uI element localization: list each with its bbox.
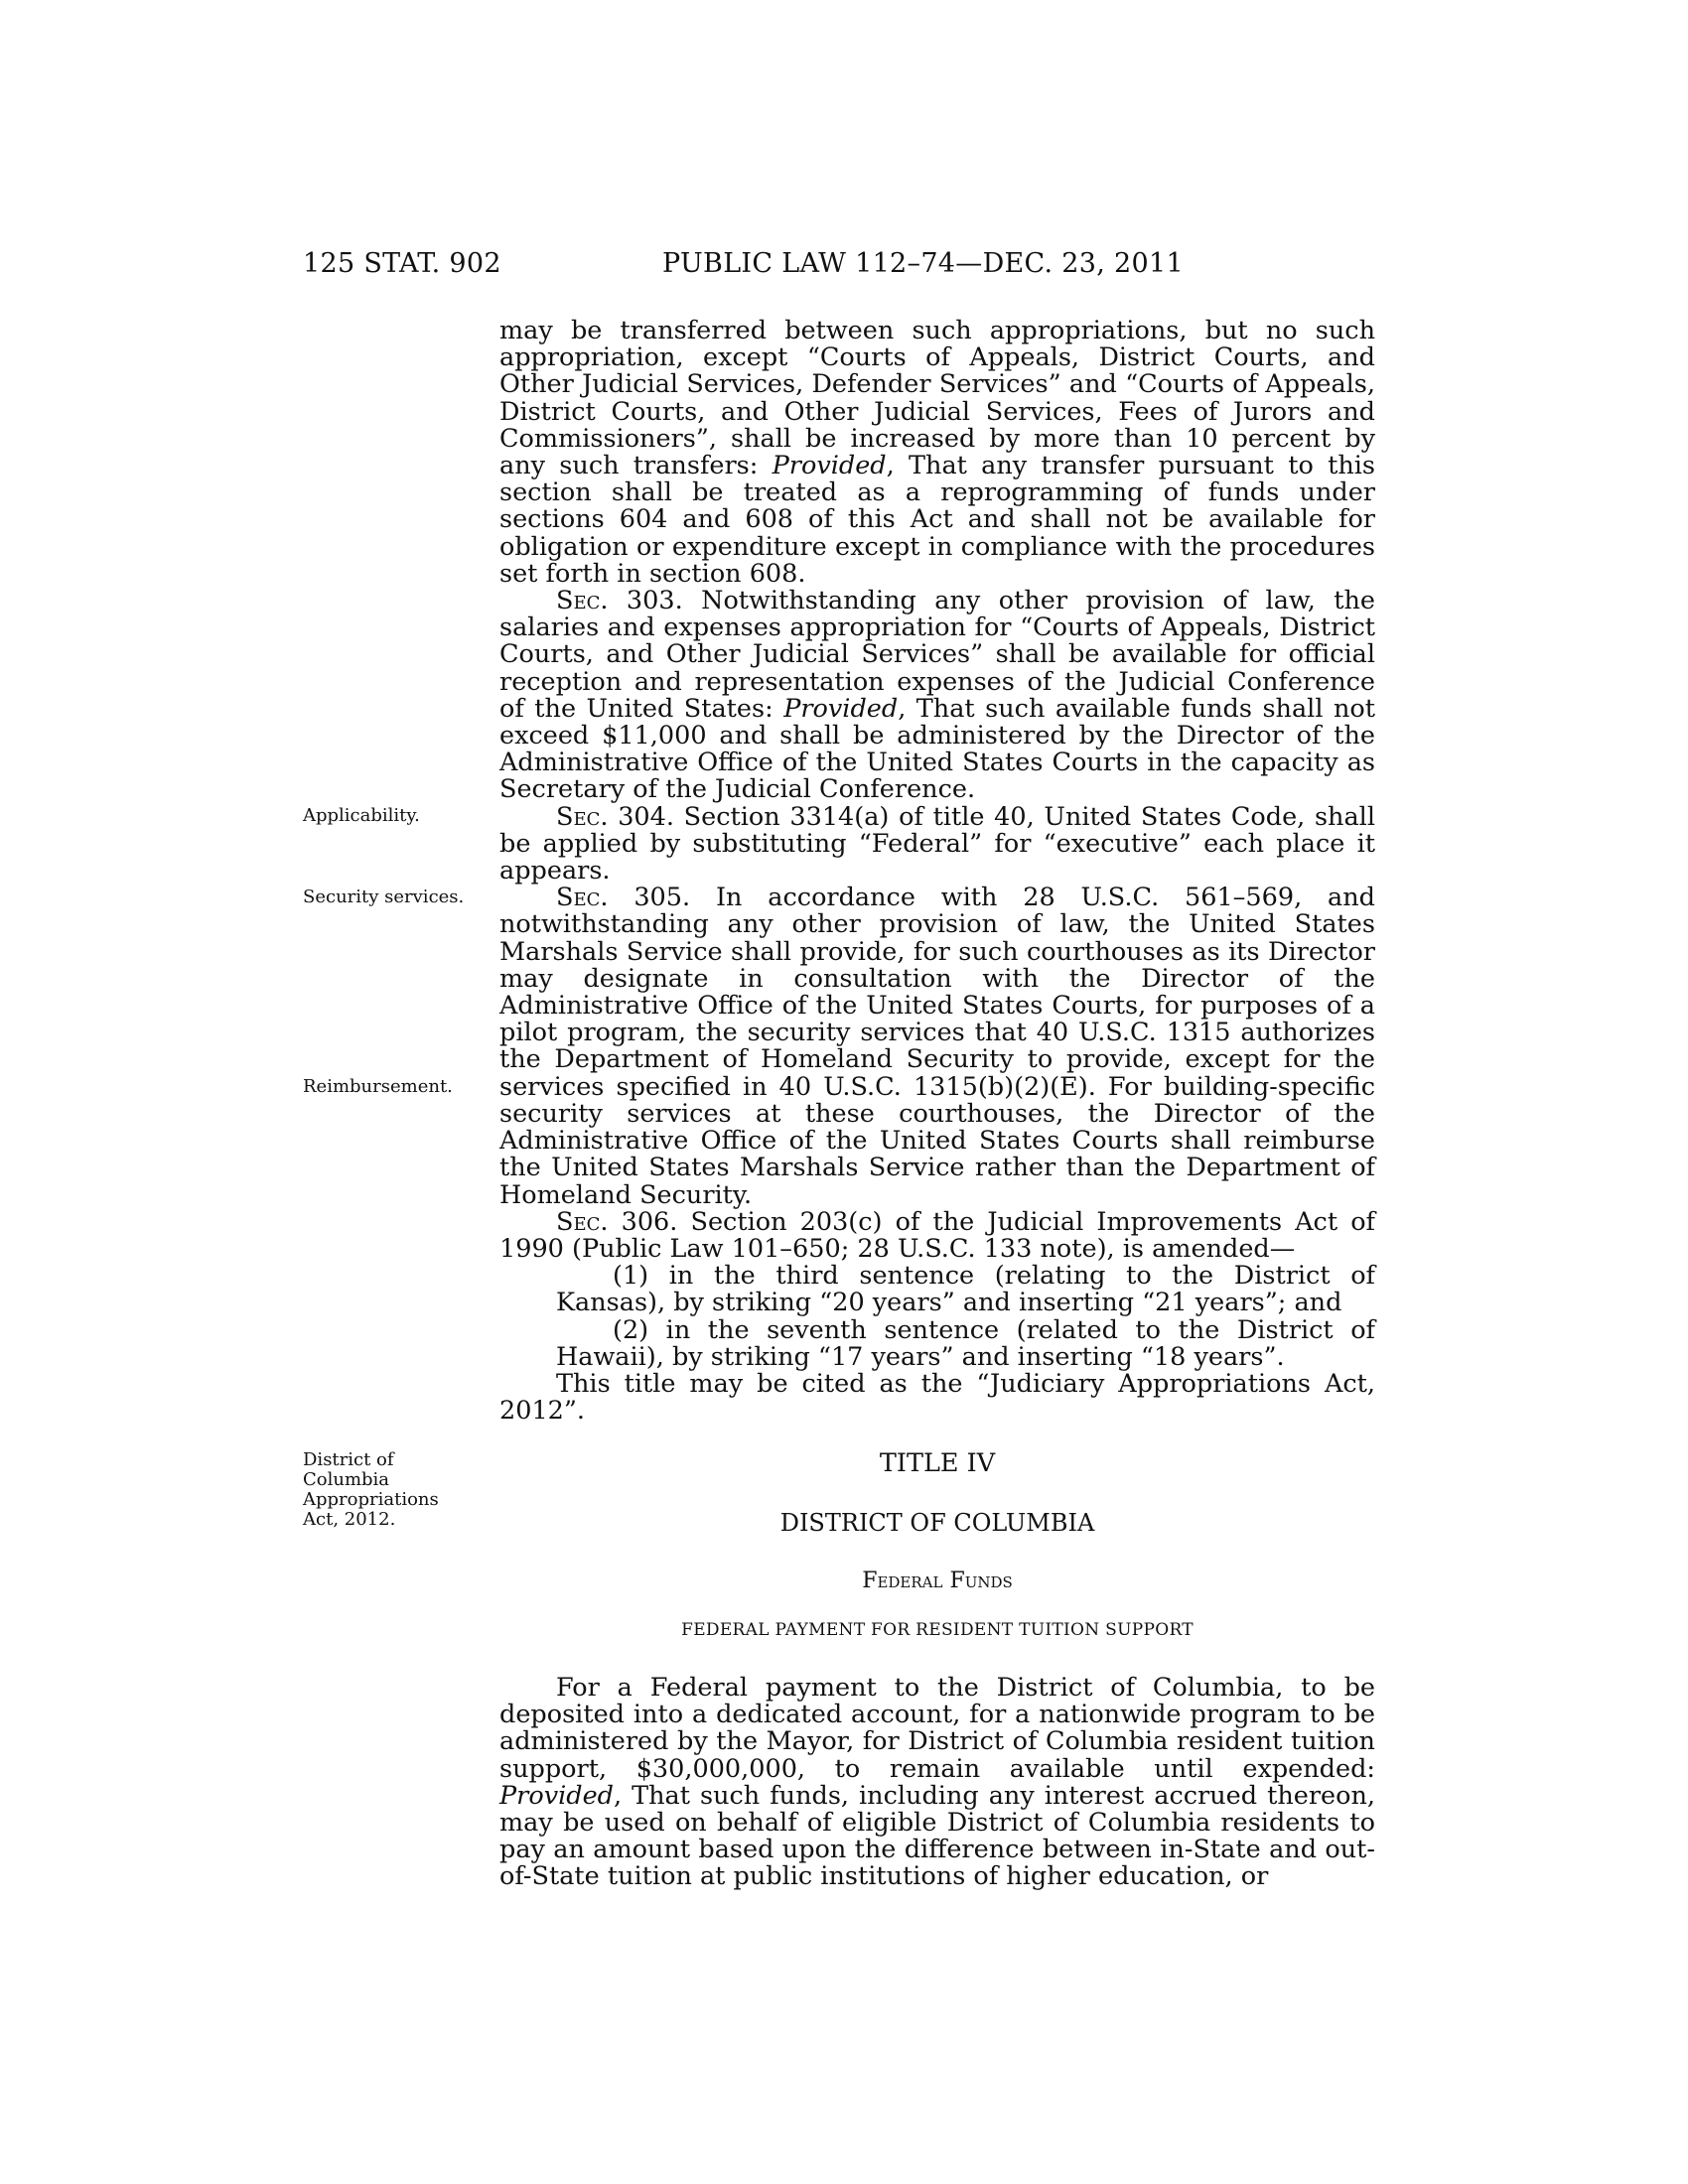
margin-note-reimbursement: Reimbursement. — [303, 1076, 453, 1097]
margin-note-dc-act: District of Columbia Appropriations Act, 2012. — [303, 1449, 439, 1530]
section-305: Sec. 305. In accordance with 28 U.S.C. 561–569, and notwithstanding any other provision of law, the United States Marshals Service shall provide, for such courthouses as its Director may designate in consultation with the Director of the Administrative Office of the United States Courts, for purposes of a pilot program, the security services that 40 U.S.C. 1315 authorizes the Department of Homeland Security to provide, except for the services specified in 40 U.S.C. 1315(b)(2)(E). For building-specific security services at these courthouses, the Director of the Administrative Office of the United States Courts shall reimburse the United States Marshals Service rather than the Department of Homeland Security. — [499, 883, 1376, 1210]
title-heading: TITLE IV — [879, 1448, 996, 1478]
short-title-citation: This title may be cited as the “Judiciary Appropriations Act, 2012”. — [499, 1368, 1375, 1427]
tuition-support-heading: FEDERAL PAYMENT FOR RESIDENT TUITION SUPPORT — [681, 1620, 1194, 1640]
section-303: Sec. 303. Notwithstanding any other provision of law, the salaries and expenses appropriation for “Courts of Appeals, District Courts, and Other Judicial Services” shall be available for official reception and representation expenses of the Judicial Conference of the United States: Provided, That such available funds shall not exceed $11,000 and shall be administered by the Director of the Administrative Office of the United States Courts in the capacity as Secretary of the Judicial Conference. — [499, 586, 1375, 805]
body-text-column — [499, 318, 1375, 1425]
section-306-item-1: (1) in the third sentence (relating to the District of Kansas), by striking “20 years” and inserting “21 years”; and — [556, 1261, 1375, 1318]
federal-funds-heading: Federal Funds — [862, 1569, 1013, 1593]
page-header — [303, 248, 1375, 288]
statute-page-number: 125 STAT. 902 — [303, 248, 501, 279]
margin-note-security-services: Security services. — [303, 887, 465, 907]
section-306-item-2: (2) in the seventh sentence (related to the District of Hawaii), by striking “17 years” and inserting “18 years”. — [556, 1314, 1375, 1372]
paragraph-transfers: may be transferred between such appropriations, but no such appropriation, except “Courts of Appeals, District Courts, and Other Judicial Services, Defender Services” and “Courts of Appeals, District Courts, and Other Judicial Services, Fees of Jurors and Commissioners”, shall be increased by more than 10 percent by any such transfers: Provided, That any transfer pursuant to this section shall be treated as a reprogramming of funds under sections 604 and 608 of this Act and shall not be available for obligation or expenditure except in compliance with the procedures set forth in section 608. — [499, 316, 1375, 589]
public-law-title: PUBLIC LAW 112–74—DEC. 23, 2011 — [662, 248, 1184, 279]
district-heading: DISTRICT OF COLUMBIA — [779, 1509, 1095, 1537]
tuition-paragraph: For a Federal payment to the District of Columbia, to be deposited into a dedicated account, for a nationwide program to be administered by the Mayor, for District of Columbia resident tuition support, $30,000,000, to remain available until expended: Provided, That such funds, including any interest accrued thereon, may be used on behalf of eligible District of Columbia residents to pay an amount based upon the difference between in-State and out-of-State tuition at public institutions of higher education, or — [499, 1673, 1375, 1892]
tuition-text-column — [499, 1675, 1375, 1891]
margin-note-applicability: Applicability. — [303, 805, 420, 826]
section-304: Sec. 304. Section 3314(a) of title 40, United States Code, shall be applied by substituting “Federal” for “executive” each place it appears. — [499, 801, 1375, 887]
section-306: Sec. 306. Section 203(c) of the Judicial Improvements Act of 1990 (Public Law 101–650; 28 U.S.C. 133 note), is amended— — [499, 1206, 1375, 1264]
